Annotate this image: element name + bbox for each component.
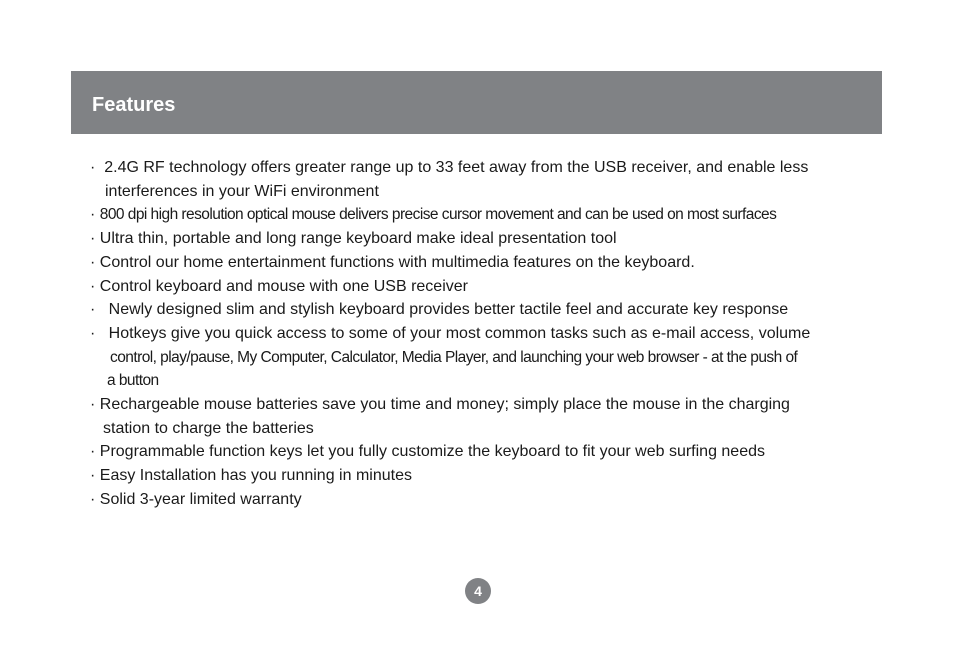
feature-text-continued: station to charge the batteries	[103, 419, 314, 437]
feature-text-continued: interferences in your WiFi environment	[105, 182, 379, 200]
feature-text: Newly designed slim and stylish keyboard provides better tactile feel and accurate key response	[108, 301, 789, 319]
feature-item-programmable-keys	[90, 440, 870, 464]
feature-item-rf-technology	[90, 156, 870, 203]
feature-text: Hotkeys give you quick access to some of your most common tasks such as e-mail access, volume	[108, 324, 811, 342]
feature-text: Solid 3-year limited warranty	[99, 490, 302, 508]
feature-item-rechargeable	[90, 393, 870, 440]
section-title: Features	[92, 94, 176, 116]
features-header-bar	[71, 71, 882, 134]
bullet: ·	[90, 206, 96, 224]
feature-item-home-entertainment	[90, 251, 870, 275]
feature-text: Easy Installation has you running in minutes	[99, 467, 412, 485]
bullet: ·	[90, 467, 96, 485]
feature-text: 800 dpi high resolution optical mouse delivers precise cursor movement and can be used on most surfaces	[99, 206, 777, 224]
bullet: ·	[90, 324, 96, 342]
bullet: ·	[90, 230, 96, 248]
feature-item-slim-design	[90, 298, 870, 322]
feature-item-hotkeys	[90, 322, 870, 393]
feature-text: Programmable function keys let you fully customize the keyboard to fit your web surfing needs	[99, 443, 765, 461]
feature-list	[90, 156, 870, 512]
feature-text-continued: control, play/pause, My Computer, Calculator, Media Player, and launching your web browser - at the push of	[110, 348, 798, 366]
bullet: ·	[90, 301, 96, 319]
feature-text: Control keyboard and mouse with one USB receiver	[99, 277, 468, 295]
bullet: ·	[90, 277, 96, 295]
bullet: ·	[90, 396, 96, 414]
feature-text: Rechargeable mouse batteries save you time and money; simply place the mouse in the charging	[99, 396, 790, 414]
feature-item-optical-mouse	[90, 203, 870, 227]
feature-item-easy-installation	[90, 464, 870, 488]
feature-text: 2.4G RF technology offers greater range up to 33 feet away from the USB receiver, and enable less	[104, 159, 809, 176]
bullet: ·	[90, 159, 96, 176]
feature-item-usb-receiver	[90, 275, 870, 299]
bullet: ·	[90, 443, 96, 461]
feature-text: Control our home entertainment functions with multimedia features on the keyboard.	[99, 253, 695, 271]
feature-item-ultra-thin	[90, 227, 870, 251]
feature-item-warranty	[90, 488, 870, 512]
page-number-badge: 4	[465, 578, 491, 604]
feature-text: Ultra thin, portable and long range keyboard make ideal presentation tool	[99, 230, 617, 248]
bullet: ·	[90, 490, 96, 508]
feature-text-continued: a button	[107, 372, 159, 390]
bullet: ·	[90, 253, 96, 271]
